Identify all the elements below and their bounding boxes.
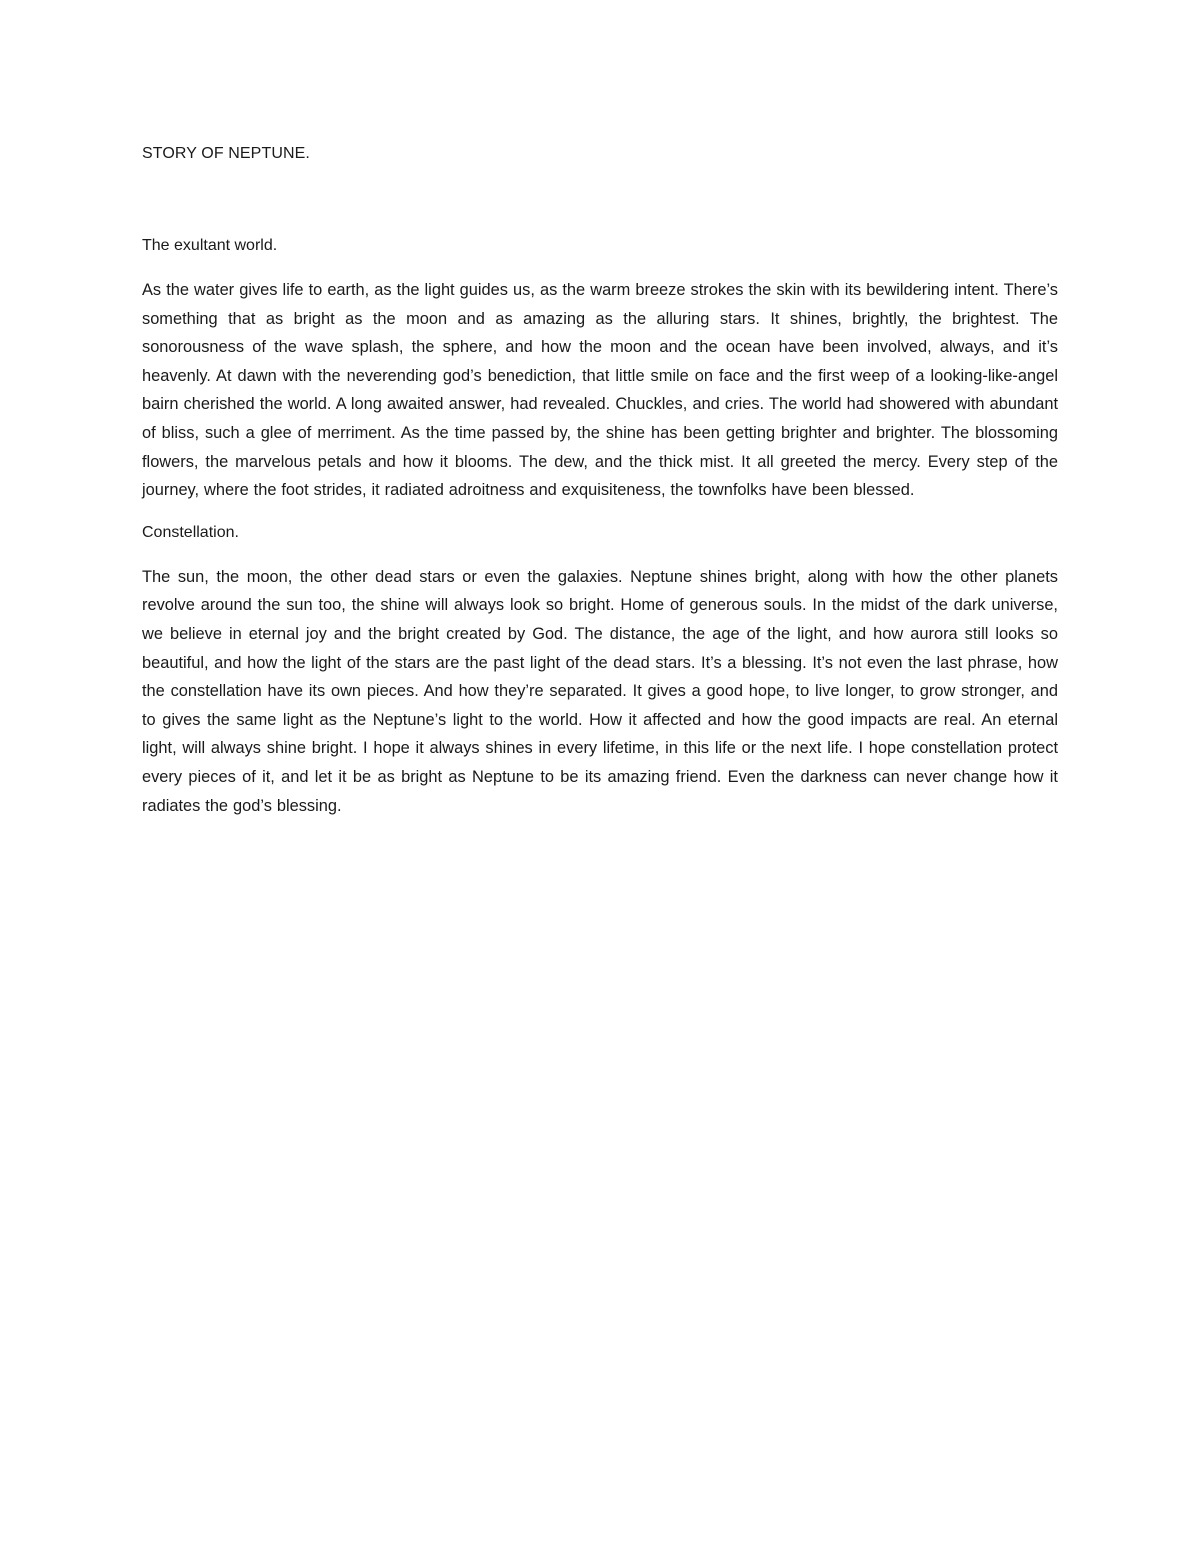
- section-heading-constellation: Constellation.: [142, 523, 239, 541]
- section-paragraph-constellation: The sun, the moon, the other dead stars or even the galaxies. Neptune shines bright, along with how the other planets revolve around the sun too, the shine will always look so bright. Home of generous souls. In the midst of the dark universe, we believe in eternal joy and the bright created by God. The distance, the age of the light, and how aurora still looks so beautiful, and how the light of the stars are the past light of the dead stars. It’s a blessing. It’s not even the last phrase, how the constellation have its own pieces. And how they’re separated. It gives a good hope, to live longer, to grow stronger, and to gives the same light as the Neptune’s light to the world. How it affected and how the good impacts are real. An eternal light, will always shine bright. I hope it always shines in every lifetime, in this life or the next life. I hope constellation protect every pieces of it, and let it be as bright as Neptune to be its amazing friend. Even the darkness can never change how it radiates the god’s blessing.: [142, 567, 1058, 815]
- section-paragraph-exultant-world: As the water gives life to earth, as the light guides us, as the warm breeze strokes the skin with its bewildering intent. There’s something that as bright as the moon and as amazing as the alluring stars. It shines, brightly, the brightest. The sonorousness of the wave splash, the sphere, and how the moon and the ocean have been involved, always, and it’s heavenly. At dawn with the neverending god’s benediction, that little smile on face and the first weep of a looking-like-angel bairn cherished the world. A long awaited answer, had revealed. Chuckles, and cries. The world had showered with abundant of bliss, such a glee of merriment. As the time passed by, the shine has been getting brighter and brighter. The blossoming flowers, the marvelous petals and how it blooms. The dew, and the thick mist. It all greeted the mercy. Every step of the journey, where the foot strides, it radiated adroitness and exquisiteness, the townfolks have been blessed.: [142, 281, 1058, 500]
- document-title: STORY OF NEPTUNE.: [142, 145, 310, 162]
- section-heading-exultant-world: The exultant world.: [142, 237, 278, 254]
- document-body: [142, 140, 1058, 820]
